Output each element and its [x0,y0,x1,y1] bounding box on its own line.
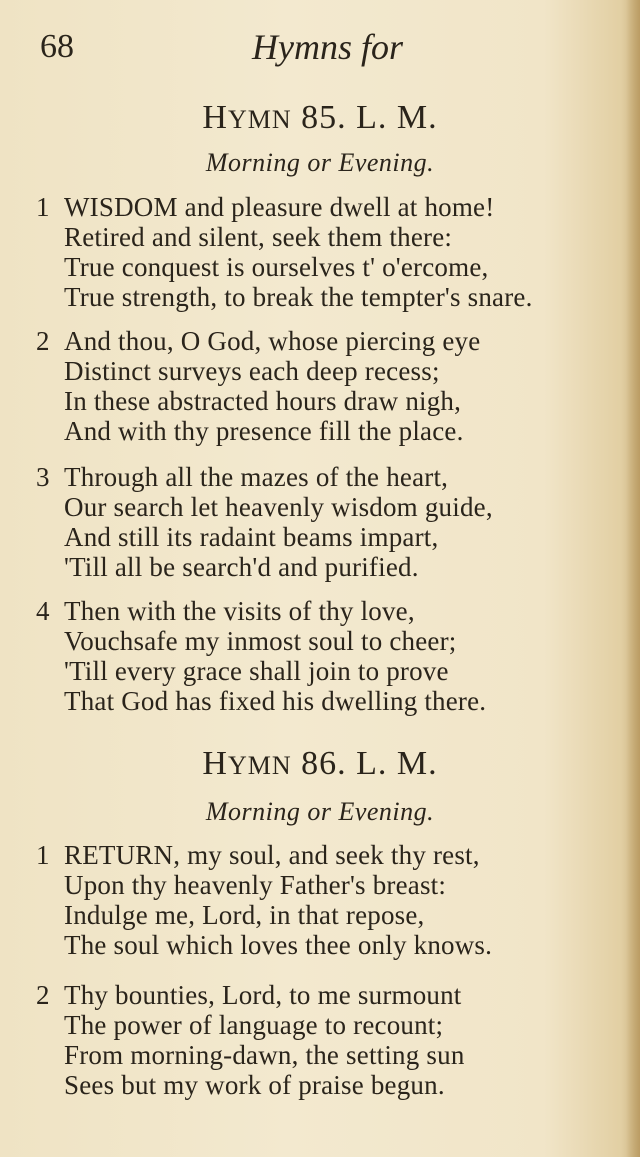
stanza-number: 2 [36,326,50,356]
hymn-title-number-meter: 86. L. M. [291,745,438,782]
verse-line: The soul which loves thee only knows. [64,930,493,960]
hymn-85-subtitle: Morning or Evening. [205,148,435,177]
hymn-86-subtitle: Morning or Evening. [205,797,435,826]
stanza-number: 2 [36,980,50,1010]
hymn-title-number-meter: 85. L. M. [291,99,438,136]
verse-line: 'Till all be search'd and purified. [64,552,419,582]
hymn-title-initial: H [202,745,228,782]
verse-line: From morning-dawn, the setting sun [64,1040,465,1070]
verse-line: That God has fixed his dwelling there. [64,686,487,716]
verse-line: Through all the mazes of the heart, [64,462,449,492]
verse-line: The power of language to recount; [64,1010,444,1040]
verse-line: Distinct surveys each deep recess; [64,356,440,386]
verse-line: And thou, O God, whose piercing eye [64,326,481,356]
verse-line: RETURN, my soul, and seek thy rest, [64,840,480,870]
verse-line: Retired and silent, seek them there: [64,222,453,252]
running-title: Hymns for [252,27,403,67]
verse-line: True conquest is ourselves t' o'ercome, [64,252,489,282]
verse-line: 'Till every grace shall join to prove [64,656,449,686]
verse-line: True strength, to break the tempter's snare. [64,282,533,312]
hymn-title-small-caps: YMN [227,105,292,134]
running-head [40,24,580,70]
hymn-title-small-caps: YMN [227,751,292,780]
verse-line: Thy bounties, Lord, to me surmount [64,980,462,1010]
verse-line: In these abstracted hours draw nigh, [64,386,462,416]
stanza-number: 3 [36,462,50,492]
verse-line: Upon thy heavenly Father's breast: [64,870,447,900]
verse-line: Indulge me, Lord, in that repose, [64,900,425,930]
stanza-number: 1 [36,192,50,222]
verse-line: And with thy presence fill the place. [64,416,464,446]
verse-line: And still its radaint beams impart, [64,522,439,552]
hymn-85-title [0,96,640,142]
verse-line: Then with the visits of thy love, [64,596,415,626]
hymn-86-title [0,742,640,788]
verse-line: Vouchsafe my inmost soul to cheer; [64,626,457,656]
verse-line: Our search let heavenly wisdom guide, [64,492,493,522]
verse-line: Sees but my work of praise begun. [64,1070,445,1100]
verse-line: WISDOM and pleasure dwell at home! [64,192,495,222]
stanza-number: 1 [36,840,50,870]
page-number: 68 [40,28,74,65]
stanza-number: 4 [36,596,50,626]
hymn-title-initial: H [202,99,228,136]
